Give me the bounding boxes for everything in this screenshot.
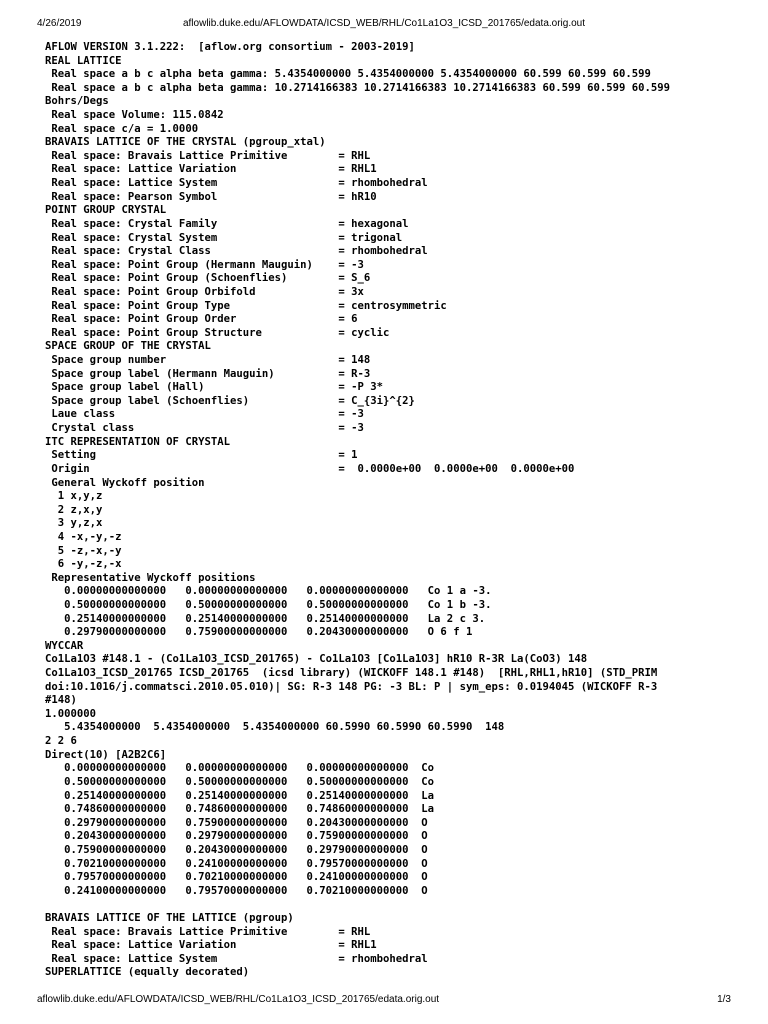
document-line: Real space c/a = 1.0000 <box>45 122 199 135</box>
document-line: Real space: Point Group (Hermann Mauguin) = -3 <box>45 258 364 271</box>
document-line: General Wyckoff position <box>45 476 205 489</box>
document-line: 0.50000000000000 0.50000000000000 0.50000000000000 Co 1 b -3. <box>45 598 492 611</box>
document-line: WYCCAR <box>45 639 84 652</box>
document-line: Crystal class = -3 <box>45 422 364 435</box>
document-line: Real space: Lattice Variation = RHL1 <box>45 163 377 176</box>
document-line: Real space: Bravais Lattice Primitive = RHL <box>45 149 371 162</box>
document-line <box>45 898 755 912</box>
document-line: Space group label (Hall) = -P 3* <box>45 381 384 394</box>
document-line: SPACE GROUP OF THE CRYSTAL <box>45 340 211 353</box>
document-line: 0.29790000000000 0.75900000000000 0.20430000000000 O 6 f 1 <box>45 626 473 639</box>
document-line: 0.00000000000000 0.00000000000000 0.00000000000000 Co 1 a -3. <box>45 585 492 598</box>
document-line: 0.50000000000000 0.50000000000000 0.50000000000000 Co <box>45 775 435 788</box>
document-line: 5 -z,-x,-y <box>45 544 122 557</box>
document-line: Real space a b c alpha beta gamma: 5.4354000000 5.4354000000 5.4354000000 60.599 60.599 60.599 <box>45 68 651 81</box>
document-line: 1 x,y,z <box>45 490 103 503</box>
document-line: Real space: Crystal Family = hexagonal <box>45 217 409 230</box>
document-line: 0.70210000000000 0.24100000000000 0.79570000000000 O <box>45 857 428 870</box>
document-line: Real space: Point Group Type = centrosymmetric <box>45 299 447 312</box>
document-line: 0.74860000000000 0.74860000000000 0.74860000000000 La <box>45 803 435 816</box>
document-line: Space group label (Hermann Mauguin) = R-3 <box>45 367 371 380</box>
document-line: 1.000000 <box>45 707 97 720</box>
document-line: Real space: Point Group Orbifold = 3x <box>45 285 364 298</box>
document-line: 0.25140000000000 0.25140000000000 0.25140000000000 La <box>45 789 435 802</box>
document-line: 0.24100000000000 0.79570000000000 0.70210000000000 O <box>45 884 428 897</box>
document-line: REAL LATTICE <box>45 54 122 67</box>
document-line: Origin = 0.0000e+00 0.0000e+00 0.0000e+00 <box>45 462 575 475</box>
document-line: SUPERLATTICE (equally decorated) <box>45 966 250 979</box>
print-header <box>0 18 768 32</box>
document-line: Real space Volume: 115.0842 <box>45 109 224 122</box>
document-line: 3 y,z,x <box>45 517 103 530</box>
document-line: Real space: Point Group Structure = cyclic <box>45 326 390 339</box>
document-line: Real space: Point Group (Schoenflies) = S_6 <box>45 272 371 285</box>
document-line: 0.79570000000000 0.70210000000000 0.24100000000000 O <box>45 871 428 884</box>
document-line: Real space: Bravais Lattice Primitive = RHL <box>45 925 371 938</box>
document-line: Representative Wyckoff positions <box>45 571 256 584</box>
document-line: Real space: Lattice System = rhombohedral <box>45 177 428 190</box>
print-footer <box>0 994 768 1008</box>
document-line: doi:10.1016/j.commatsci.2010.05.010)| SG: R-3 148 PG: -3 BL: P | sym_eps: 0.0194045 (WICKOFF R-3 <box>45 680 658 693</box>
print-url: aflowlib.duke.edu/AFLOWDATA/ICSD_WEB/RHL/Co1La1O3_ICSD_201765/edata.orig.out <box>37 994 440 1005</box>
document-line: Real space: Lattice Variation = RHL1 <box>45 939 377 952</box>
document-line: 0.00000000000000 0.00000000000000 0.00000000000000 Co <box>45 762 435 775</box>
document-line: Space group number = 148 <box>45 354 371 367</box>
document-line: POINT GROUP CRYSTAL <box>45 204 167 217</box>
document-line: 2 z,x,y <box>45 503 103 516</box>
page-number: 1/3 <box>717 994 731 1005</box>
document-line: Setting = 1 <box>45 449 358 462</box>
document-line: 4 -x,-y,-z <box>45 530 122 543</box>
document-line: Bohrs/Degs <box>45 95 109 108</box>
document-line: Real space: Crystal System = trigonal <box>45 231 403 244</box>
document-line: Real space: Crystal Class = rhombohedral <box>45 245 428 258</box>
document-line: 2 2 6 <box>45 735 77 748</box>
document-line: Co1La1O3_ICSD_201765 ICSD_201765 (icsd library) (WICKOFF 148.1 #148) [RHL,RHL1,hR10] (STD_PRIM <box>45 667 658 680</box>
document-line: 6 -y,-z,-x <box>45 558 122 571</box>
document-line: Laue class = -3 <box>45 408 364 421</box>
document-line: AFLOW VERSION 3.1.222: [aflow.org consortium - 2003-2019] <box>45 41 415 53</box>
document-line: 0.20430000000000 0.29790000000000 0.75900000000000 O <box>45 830 428 843</box>
document-line: Real space: Lattice System = rhombohedral <box>45 952 428 965</box>
print-title: aflowlib.duke.edu/AFLOWDATA/ICSD_WEB/RHL/Co1La1O3_ICSD_201765/edata.orig.out <box>182 18 586 29</box>
document-line: Real space a b c alpha beta gamma: 10.2714166383 10.2714166383 10.2714166383 60.599 60.599 60.599 <box>45 81 671 94</box>
document-line: BRAVAIS LATTICE OF THE LATTICE (pgroup) <box>45 912 294 924</box>
document-line: 5.4354000000 5.4354000000 5.4354000000 60.5990 60.5990 60.5990 148 <box>45 721 505 734</box>
document-line: 0.25140000000000 0.25140000000000 0.25140000000000 La 2 c 3. <box>45 612 486 625</box>
document-line: ITC REPRESENTATION OF CRYSTAL <box>45 435 230 448</box>
document-line: BRAVAIS LATTICE OF THE CRYSTAL (pgroup_xtal) <box>45 136 326 149</box>
document-line: Direct(10) [A2B2C6] <box>45 748 167 761</box>
document-line: 0.29790000000000 0.75900000000000 0.20430000000000 O <box>45 816 428 829</box>
document-line: Real space: Point Group Order = 6 <box>45 313 358 326</box>
document-line: Co1La1O3 #148.1 - (Co1La1O3_ICSD_201765) - Co1La1O3 [Co1La1O3] hR10 R-3R La(CoO3) 148 <box>45 653 588 666</box>
document-line: #148) <box>45 694 77 707</box>
document-line: Real space: Pearson Symbol = hR10 <box>45 190 377 203</box>
document-line: Space group label (Schoenflies) = C_{3i}^{2} <box>45 394 415 407</box>
document-body <box>45 41 755 980</box>
print-date: 4/26/2019 <box>37 18 82 29</box>
document-line: 0.75900000000000 0.20430000000000 0.29790000000000 O <box>45 843 428 856</box>
